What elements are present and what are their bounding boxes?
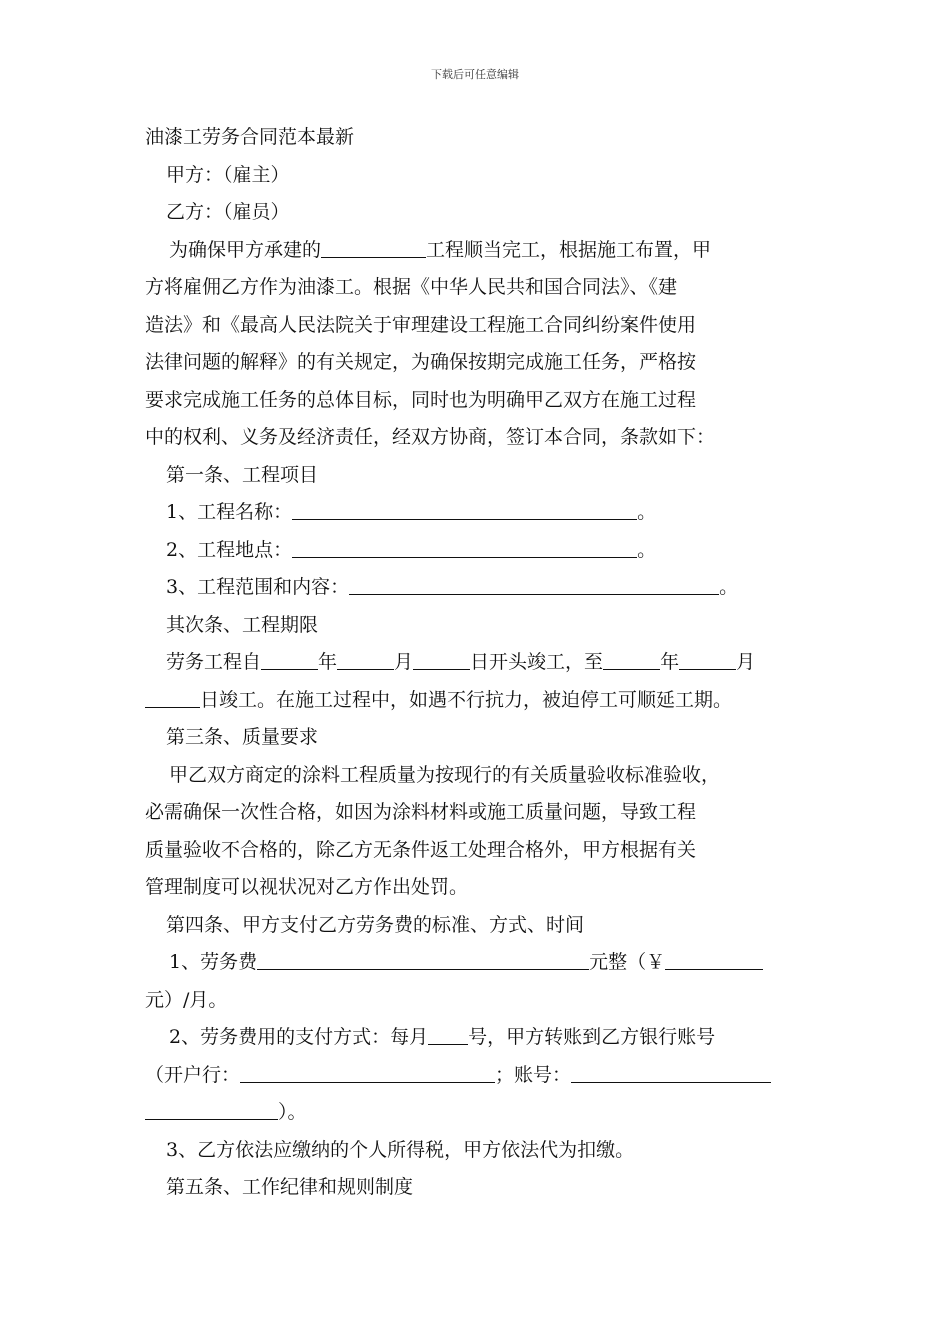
term-text: 劳务工程自 — [166, 651, 262, 673]
article-5-heading: 第五条、工作纪律和规则制度 — [166, 1176, 414, 1198]
article-4-heading: 第四条、甲方支付乙方劳务费的标准、方式、时间 — [166, 913, 585, 936]
fee-amount-blank — [257, 947, 589, 970]
start-year-blank — [261, 647, 318, 670]
article-1-item-1 — [145, 494, 815, 532]
article-2-line-2 — [145, 682, 815, 720]
article-4-item-2 — [145, 1019, 815, 1057]
article-3-line-1: 甲乙双方商定的涂料工程质量为按现行的有关质量验收标准验收， — [169, 763, 721, 786]
year-label: 年 — [660, 651, 680, 673]
article-2-line-1 — [145, 644, 815, 682]
article-4-item-3: 3、乙方依法应缴纳的个人所得税，甲方依法代为扣缴。 — [166, 1138, 635, 1161]
intro-line-4: 法律问题的解释》的有关规定，为确保按期完成施工任务，严格按 — [145, 351, 697, 373]
project-name-blank — [321, 235, 426, 258]
item-label: 3、工程范围和内容： — [166, 576, 350, 598]
item-label: 1、工程名称： — [166, 501, 293, 523]
intro-line-3: 造法》和《最高人民法院关于审理建设工程施工合同纠纷案件使用 — [145, 313, 697, 336]
account-label: ；账号： — [495, 1063, 572, 1086]
contract-document — [145, 119, 815, 1207]
article-1-item-3 — [145, 569, 815, 607]
article-3-line-4: 管理制度可以视状况对乙方作出处罚。 — [145, 876, 469, 898]
bank-name-blank — [240, 1060, 495, 1083]
article-2-heading: 其次条、工程期限 — [166, 613, 319, 636]
intro-line-6: 中的权利、义务及经济责任，经双方协商，签订本合同，条款如下： — [145, 426, 716, 448]
item-end: 。 — [637, 538, 657, 561]
party-b-line: 乙方：（雇员） — [166, 201, 290, 223]
month-label: 月 — [736, 651, 756, 673]
fee-label: 1、劳务费 — [169, 951, 258, 973]
year-label: 年 — [318, 651, 338, 673]
account-number-blank-cont — [145, 1097, 278, 1120]
project-scope-blank — [349, 572, 719, 595]
intro-text: 工程顺当完工，根据施工布置，甲 — [426, 238, 712, 261]
article-3-line-2: 必需确保一次性合格，如因为涂料材料或施工质量问题，导致工程 — [145, 801, 697, 823]
document-title: 油漆工劳务合同范本最新 — [145, 126, 355, 148]
article-4-item-2-cont-2 — [145, 1094, 815, 1132]
intro-line-1 — [145, 232, 815, 270]
article-1-heading: 第一条、工程项目 — [166, 463, 319, 486]
term-text: 日开头竣工，至 — [470, 651, 604, 673]
account-end: ）。 — [278, 1101, 307, 1123]
bank-label: （开户行： — [145, 1063, 241, 1086]
payment-text: 号，甲方转账到乙方银行账号 — [468, 1026, 716, 1048]
party-a-line: 甲方：（雇主） — [166, 163, 290, 186]
item-label: 2、工程地点： — [166, 538, 293, 561]
article-4-item-1-cont: 元）/月。 — [145, 988, 228, 1011]
end-day-blank — [145, 685, 200, 708]
payment-text: 2、劳务费用的支付方式：每月 — [169, 1026, 429, 1048]
project-location-blank — [292, 535, 637, 558]
month-label: 月 — [394, 651, 414, 673]
article-4-item-2-cont — [145, 1057, 815, 1095]
article-1-item-2 — [145, 532, 815, 570]
start-day-blank — [413, 647, 470, 670]
page-header-note: 下载后可任意编辑 — [431, 68, 519, 81]
item-end: 。 — [637, 501, 657, 523]
article-3-heading: 第三条、质量要求 — [166, 726, 319, 748]
intro-line-5: 要求完成施工任务的总体目标，同时也为明确甲乙双方在施工过程 — [145, 388, 697, 411]
term-text: 日竣工。在施工过程中，如遇不行抗力，被迫停工可顺延工期。 — [200, 688, 733, 711]
account-number-blank — [571, 1060, 771, 1083]
start-month-blank — [337, 647, 394, 670]
intro-text: 为确保甲方承建的 — [169, 238, 322, 261]
intro-line-2: 方将雇佣乙方作为油漆工。根据《中华人民共和国合同法》、《建 — [145, 276, 678, 298]
item-end: 。 — [719, 576, 739, 598]
fee-text: 元整（￥ — [589, 951, 666, 973]
end-year-blank — [603, 647, 660, 670]
fee-yuan-blank — [665, 947, 763, 970]
project-name-field-blank — [292, 497, 637, 520]
article-3-line-3: 质量验收不合格的，除乙方无条件返工处理合格外，甲方根据有关 — [145, 838, 697, 861]
pay-day-blank — [428, 1022, 468, 1045]
end-month-blank — [679, 647, 736, 670]
article-4-item-1 — [145, 944, 815, 982]
